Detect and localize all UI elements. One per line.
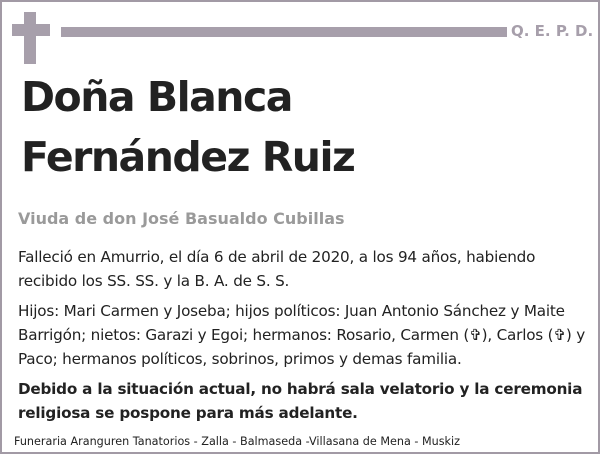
ceremony-notice: Debido a la situación actual, no habrá sala velatorio y la ceremonia religiosa se pospone para más adelante. — [18, 380, 583, 422]
deceased-name-line1: Doña Blanca — [21, 73, 292, 121]
header-rule — [61, 27, 507, 37]
cross-icon — [24, 12, 36, 64]
deceased-name-line2: Fernández Ruiz — [21, 133, 355, 181]
death-details-paragraph: Falleció en Amurrio, el día 6 de abril de 2020, a los 94 años, habiendo recibido los SS. SS. y la B. A. de S. S. — [18, 248, 536, 290]
qepd-label: Q. E. P. D. — [511, 22, 594, 40]
cross-icon-bar — [12, 24, 50, 36]
funeral-home-footer: Funeraria Aranguren Tanatorios - Zalla - Balmaseda -Villasana de Mena - Muskiz — [14, 435, 460, 448]
family-paragraph: Hijos: Mari Carmen y Joseba; hijos políticos: Juan Antonio Sánchez y Maite Barrigón; nietos: Garazi y Egoi; hermanos: Rosario, Carmen (✞), Carlos (✞) y Paco; hermanos políticos, sobrinos, primos y demas familia. — [18, 302, 586, 368]
widow-subtitle: Viuda de don José Basualdo Cubillas — [18, 209, 345, 228]
